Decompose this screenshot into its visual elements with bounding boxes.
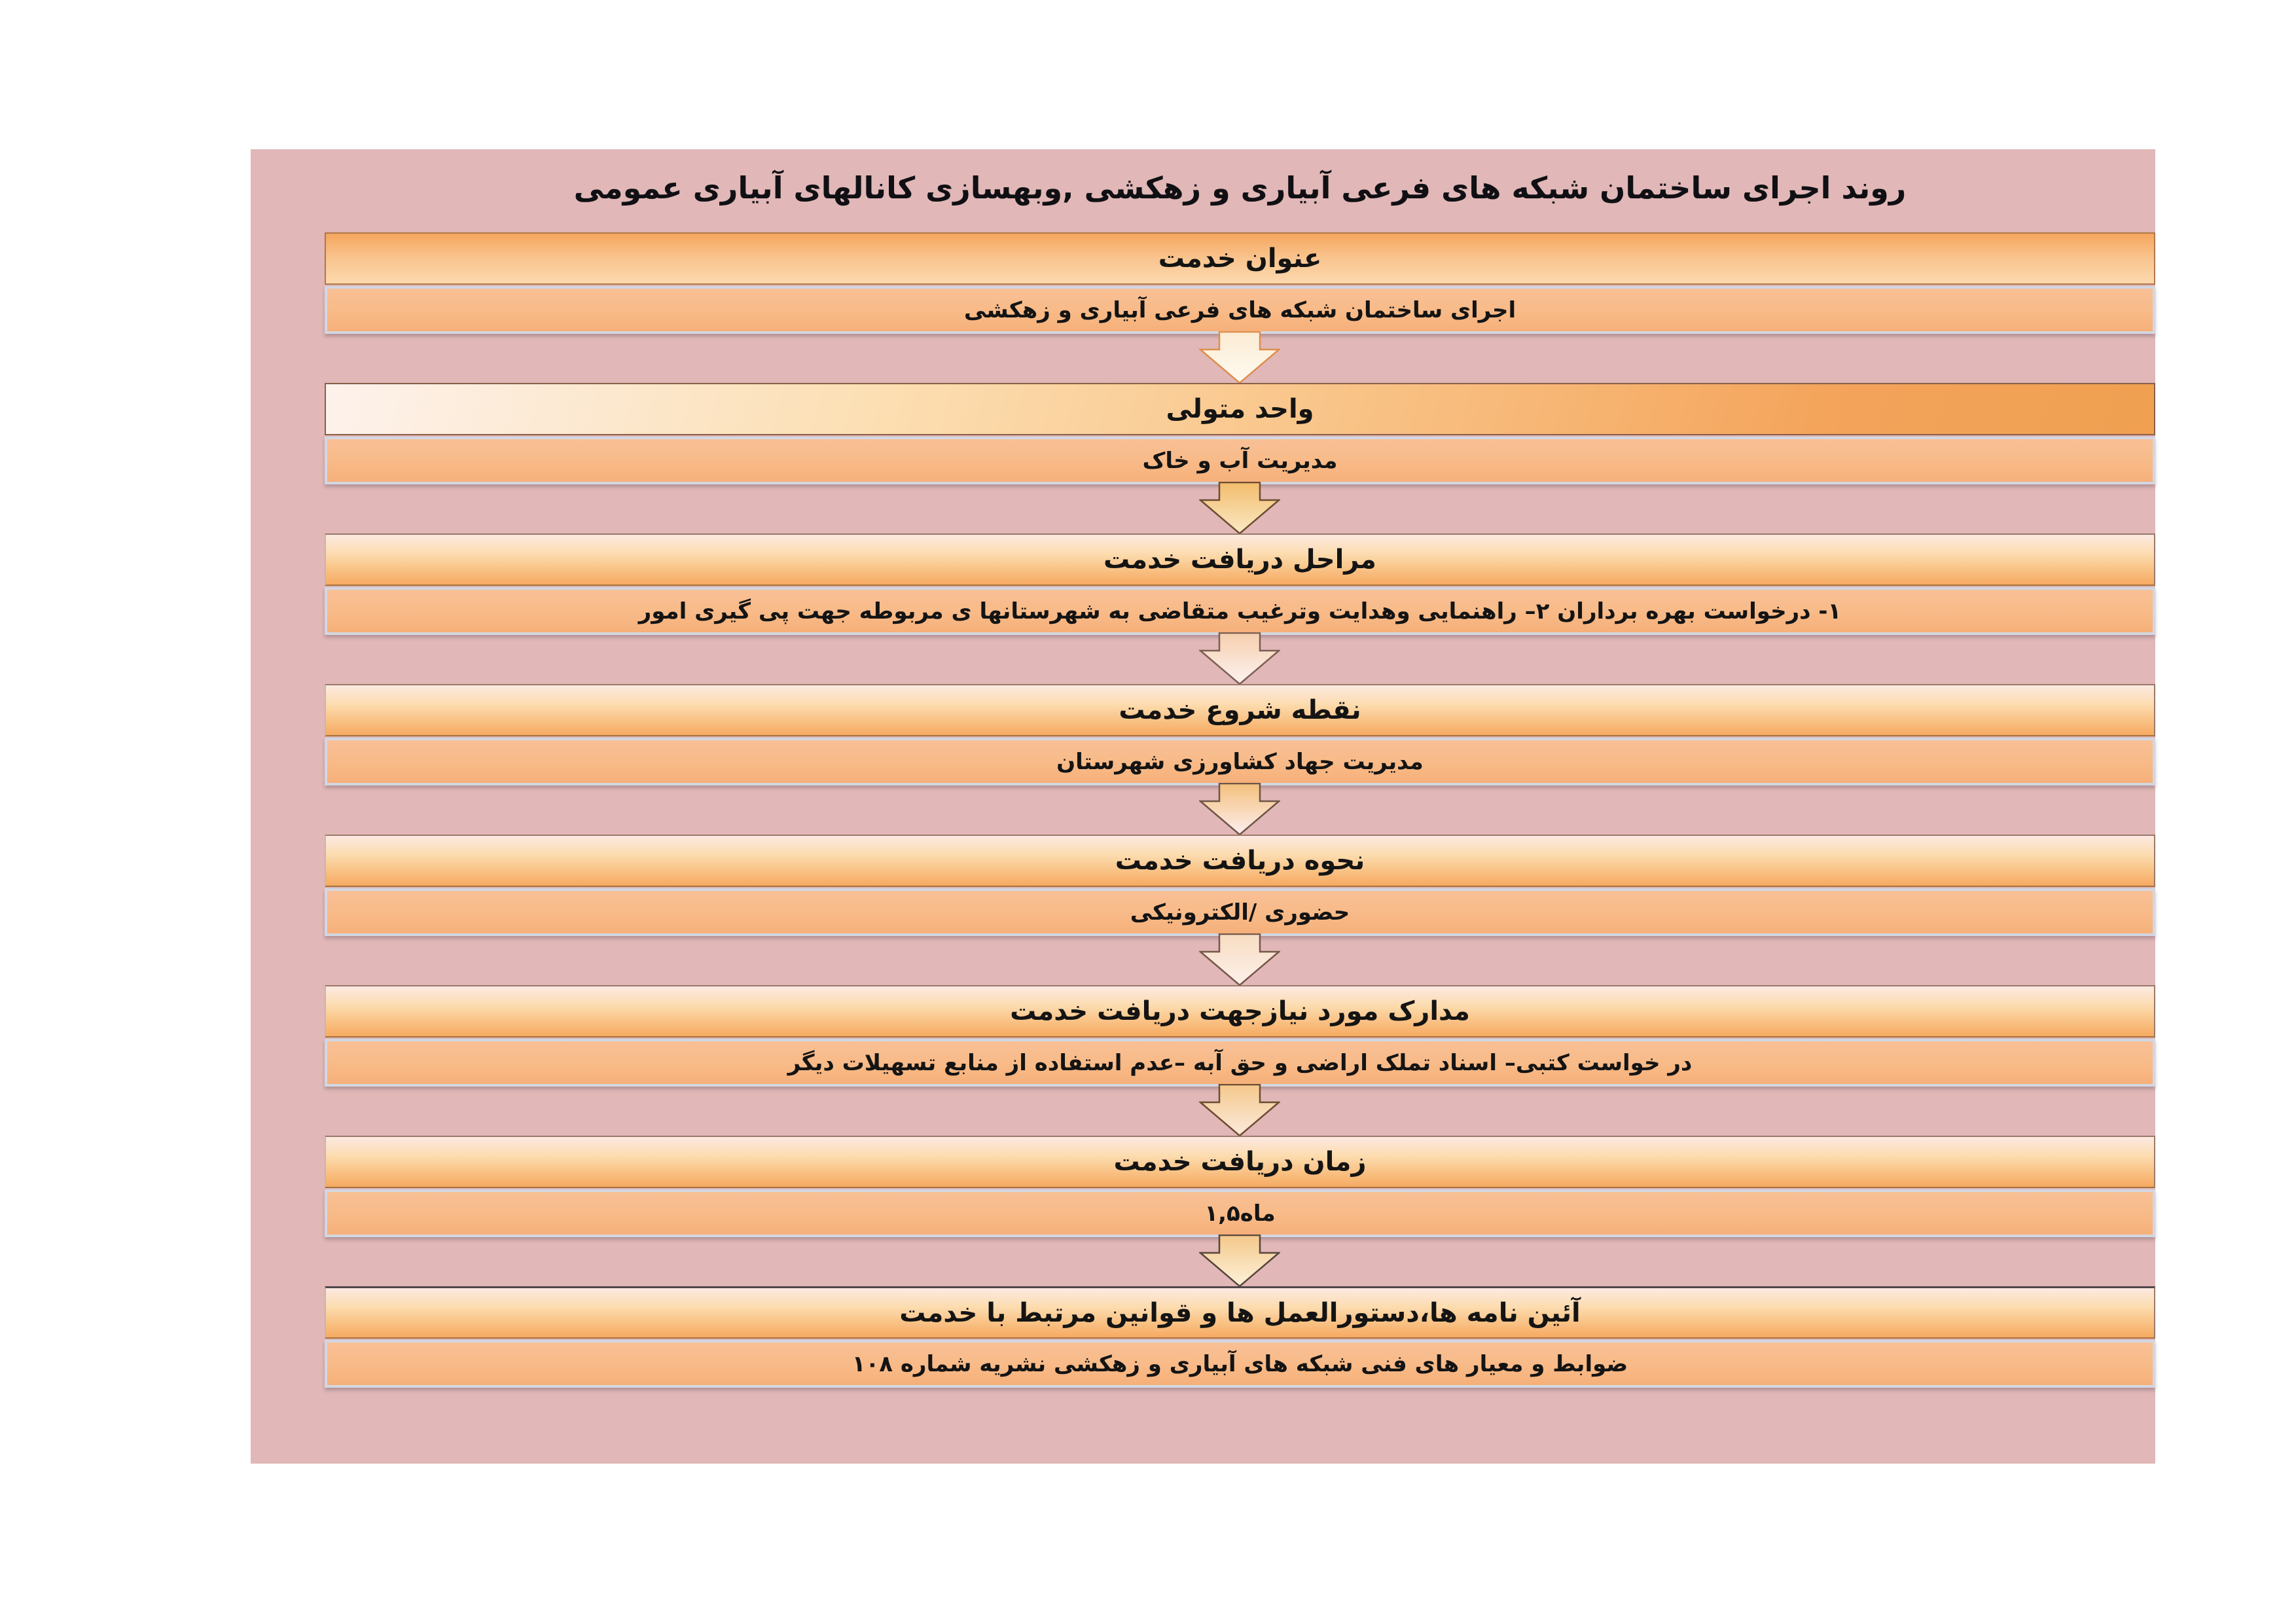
- section-value-required-documents: [325, 1039, 2155, 1087]
- section-value-label: مدیریت جهاد کشاورزی شهرستان: [1056, 748, 1424, 775]
- section-value-service-title: [325, 286, 2155, 334]
- section-header-label: نحوه دریافت خدمت: [1115, 846, 1365, 876]
- section-value-label: حضوری /الکترونیکی: [1130, 899, 1350, 926]
- section-header-label: عنوان خدمت: [1158, 244, 1322, 274]
- down-arrow-icon: [1199, 632, 1280, 685]
- down-arrow-icon: [1199, 331, 1280, 384]
- section-value-service-duration: [325, 1189, 2155, 1237]
- section-value-label: ضوابط و معیار های فنی شبکه های آبیاری و زهکشی نشریه شماره ۱۰۸: [852, 1350, 1628, 1377]
- down-arrow-icon: [1199, 933, 1280, 986]
- down-arrow-icon: [1199, 1235, 1280, 1287]
- section-header-label: زمان دریافت خدمت: [1113, 1147, 1367, 1177]
- page-title: روند اجرای ساختمان شبکه های فرعی آبیاری و زهکشی ,وبهسازی کانالهای آبیاری عمومی: [573, 170, 1907, 206]
- section-value-service-start-point: [325, 738, 2155, 785]
- section-header-label: آئین نامه ها،دستورالعمل ها و قوانین مرتبط با خدمت: [899, 1297, 1581, 1328]
- section-value-label: ۱,۵ماه: [1204, 1200, 1276, 1227]
- section-value-service-steps: [325, 587, 2155, 635]
- section-header-label: مدارک مورد نیازجهت دریافت خدمت: [1010, 996, 1470, 1026]
- down-arrow-icon: [1199, 1084, 1280, 1136]
- section-header-responsible-unit: [325, 383, 2155, 435]
- section-header-service-steps: [325, 533, 2155, 586]
- down-arrow-icon: [1199, 783, 1280, 835]
- section-header-label: واحد متولی: [1166, 394, 1314, 424]
- section-header-related-regulations: [325, 1286, 2155, 1339]
- section-value-label: اجرای ساختمان شبکه های فرعی آبیاری و زهکشی: [963, 297, 1516, 323]
- section-value-related-regulations: [325, 1340, 2155, 1388]
- section-value-label: در خواست کتبی– اسناد تملک اراضی و حق آبه –عدم استفاده از منابع تسهیلات دیگر: [787, 1049, 1693, 1076]
- section-value-delivery-method: [325, 888, 2155, 936]
- down-arrow-icon: [1199, 482, 1280, 534]
- section-header-label: مراحل دریافت خدمت: [1103, 545, 1376, 575]
- section-value-label: مدیریت آب و خاک: [1142, 447, 1338, 474]
- section-header-delivery-method: [325, 835, 2155, 887]
- section-header-service-start-point: [325, 684, 2155, 736]
- section-value-label: ۱- درخواست بهره برداران ۲– راهنمایی وهدایت وترغیب متقاضی به شهرستانها ی مربوطه جهت پی گیری امور: [638, 598, 1842, 624]
- section-header-service-title: [325, 232, 2155, 285]
- section-header-label: نقطه شروع خدمت: [1119, 695, 1361, 725]
- section-header-required-documents: [325, 985, 2155, 1038]
- section-value-responsible-unit: [325, 437, 2155, 484]
- section-header-service-duration: [325, 1136, 2155, 1188]
